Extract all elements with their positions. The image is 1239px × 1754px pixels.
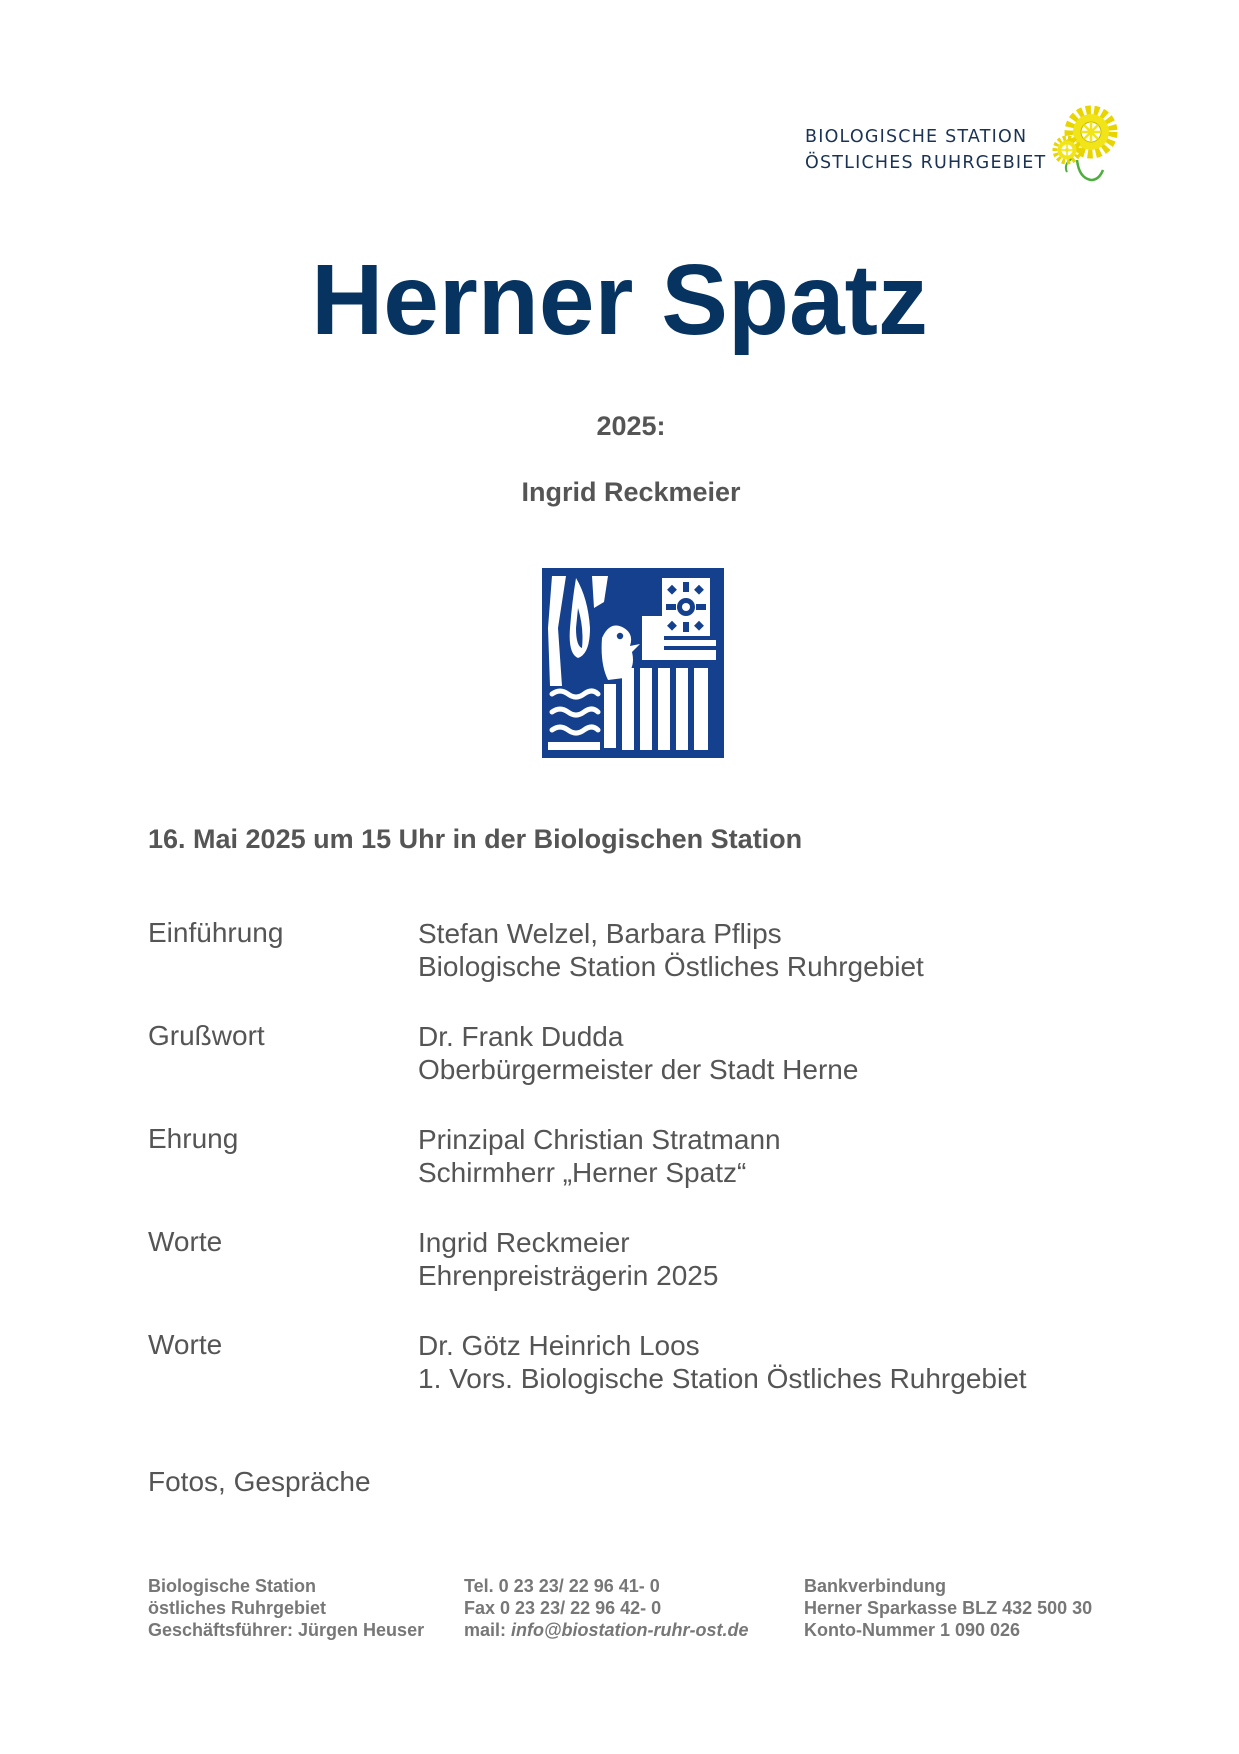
footer-org-line-2: östliches Ruhrgebiet	[148, 1598, 327, 1618]
program-speaker: Dr. Götz Heinrich Loos	[418, 1330, 700, 1361]
program-detail	[418, 1123, 781, 1189]
program-speaker: Ingrid Reckmeier	[418, 1227, 630, 1258]
logo-line-1: BIOLOGISCHE STATION	[805, 127, 1028, 147]
footer-address	[148, 1575, 424, 1641]
footer-tel: Tel. 0 23 23/ 22 96 41- 0	[464, 1576, 660, 1596]
logo-line-2: ÖSTLICHES RUHRGEBIET	[805, 153, 1047, 173]
program-item	[148, 913, 1148, 1016]
program-item	[148, 1119, 1148, 1222]
footer-manager: Geschäftsführer: Jürgen Heuser	[148, 1620, 425, 1640]
footer-mail-link[interactable]: info@biostation-ruhr-ost.de	[511, 1620, 749, 1640]
program-affiliation: Ehrenpreisträgerin 2025	[418, 1260, 719, 1291]
program-item	[148, 1016, 1148, 1119]
program-speaker: Dr. Frank Dudda	[418, 1021, 624, 1052]
program-affiliation: Oberbürgermeister der Stadt Herne	[418, 1054, 859, 1085]
program-role: Worte	[148, 1329, 223, 1360]
laureate-name: Ingrid Reckmeier	[521, 477, 741, 507]
program-detail	[418, 1226, 718, 1292]
closing-note: Fotos, Gespräche	[148, 1466, 371, 1497]
award-year: 2025:	[596, 411, 666, 441]
page-title: Herner Spatz	[311, 244, 928, 356]
logo-text	[805, 124, 1046, 176]
program-affiliation: 1. Vors. Biologische Station Östliches Ruhrgebiet	[418, 1363, 1027, 1394]
program-role: Worte	[148, 1226, 223, 1257]
program-affiliation: Schirmherr „Herner Spatz“	[418, 1157, 747, 1188]
program-item	[148, 1222, 1148, 1325]
footer-bank-title: Bankverbindung	[804, 1576, 947, 1596]
program-detail	[418, 1020, 858, 1086]
sparrow-emblem-icon	[542, 568, 724, 758]
footer-account: Konto-Nummer 1 090 026	[804, 1620, 1021, 1640]
station-logo	[805, 100, 1125, 190]
footer-mail-line	[464, 1619, 749, 1641]
program-detail	[418, 1329, 1027, 1395]
program-detail	[418, 917, 924, 983]
program-speaker: Prinzipal Christian Stratmann	[418, 1124, 781, 1155]
footer-fax: Fax 0 23 23/ 22 96 42- 0	[464, 1598, 662, 1618]
footer-bank	[804, 1575, 1092, 1641]
gears-flower-icon	[1033, 100, 1123, 190]
program-role: Einführung	[148, 917, 284, 948]
program-speaker: Stefan Welzel, Barbara Pflips	[418, 918, 782, 949]
program-list	[148, 913, 1148, 1428]
program-item	[148, 1325, 1148, 1428]
footer-bank-name: Herner Sparkasse BLZ 432 500 30	[804, 1598, 1093, 1618]
program-role: Ehrung	[148, 1123, 239, 1154]
program-role: Grußwort	[148, 1020, 265, 1051]
footer-contact	[464, 1575, 749, 1641]
program-affiliation: Biologische Station Östliches Ruhrgebiet	[418, 951, 924, 982]
event-date-line: 16. Mai 2025 um 15 Uhr in der Biologischen Station	[148, 824, 803, 854]
footer-mail-label: mail:	[464, 1620, 512, 1640]
footer-org-line-1: Biologische Station	[148, 1576, 317, 1596]
